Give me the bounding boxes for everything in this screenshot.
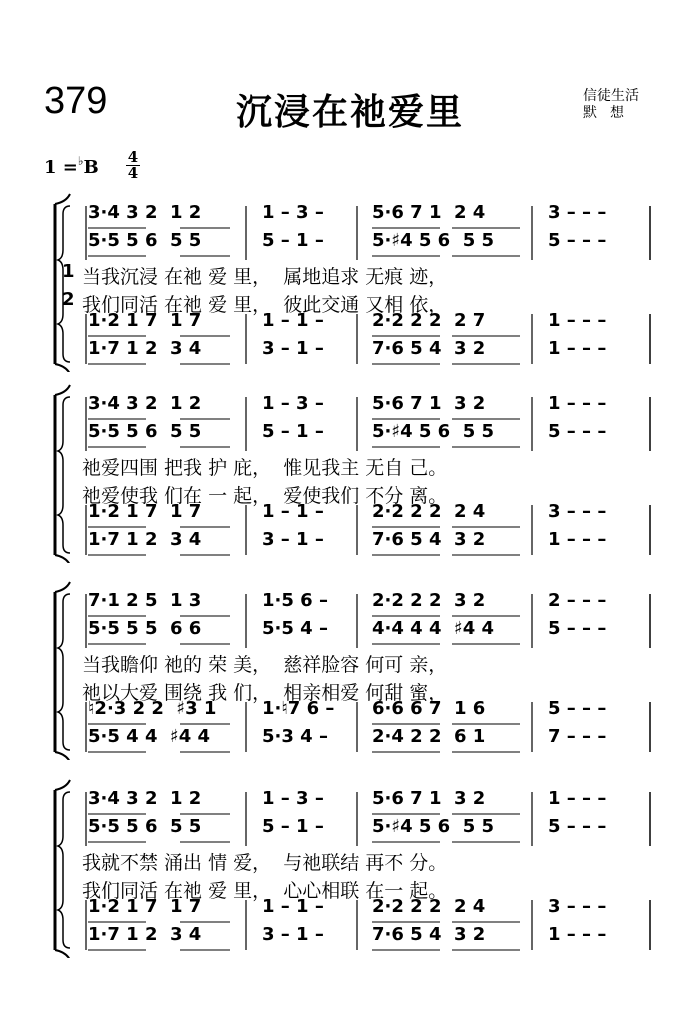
measure-notes: 5·5 4 4 ♯4 4 xyxy=(88,726,211,747)
lyric-line: 祂爱使我 们在 一 起， 爱使我们 不分 离。 xyxy=(82,485,448,507)
measure-notes: 1·7 1 2 3 4 xyxy=(88,924,202,945)
measure-notes: 3 – – – xyxy=(548,202,607,223)
bracket-hook-bottom xyxy=(55,555,70,563)
time-signature xyxy=(125,150,141,181)
measure-notes: 3·4 3 2 1 2 xyxy=(88,202,202,223)
measure-notes: 3·4 3 2 1 2 xyxy=(88,788,202,809)
measure-notes: 1·♮7 6 – xyxy=(262,698,335,719)
key-flat: ♭ xyxy=(77,154,84,168)
verse-number: 2 xyxy=(62,289,75,310)
measure-notes: 5·♯4 5 6 5 5 xyxy=(372,421,495,442)
system-4 xyxy=(0,778,700,953)
time-top: 4 xyxy=(127,148,139,166)
measure-notes: 1·5 6 – xyxy=(262,590,328,611)
measure-notes: 2 – – – xyxy=(548,590,607,611)
system-3 xyxy=(0,580,700,755)
measure-notes: 5 – – – xyxy=(548,816,607,837)
lyric-line: 当我瞻仰 祂的 荣 美， 慈祥脸容 何可 亲， xyxy=(82,654,448,676)
measure-notes: 7 – – – xyxy=(548,726,607,747)
measure-notes: 3·4 3 2 1 2 xyxy=(88,393,202,414)
measure-notes: 7·6 5 4 3 2 xyxy=(372,338,486,359)
measure-notes: 5·6 7 1 2 4 xyxy=(372,202,486,223)
measure-notes: 1·7 1 2 3 4 xyxy=(88,529,202,550)
brace xyxy=(58,594,70,750)
measure-notes: 5·5 4 – xyxy=(262,618,328,639)
measure-notes: 1 – – – xyxy=(548,338,607,359)
measure-notes: 1 – 1 – xyxy=(262,896,324,917)
measure-notes: 4·4 4 4 ♯4 4 xyxy=(372,618,495,639)
bracket-hook-top xyxy=(55,194,70,204)
brace xyxy=(58,397,70,553)
measure-notes: 7·1 2 5 1 3 xyxy=(88,590,202,611)
page-title: 沉浸在祂爱里 xyxy=(235,92,464,133)
measure-notes: 7·6 5 4 3 2 xyxy=(372,529,486,550)
measure-notes: 2·2 2 2 2 4 xyxy=(372,501,486,522)
bracket-hook-bottom xyxy=(55,752,70,760)
measure-notes: 2·2 2 2 2 7 xyxy=(372,310,486,331)
measure-notes: 5 – 1 – xyxy=(262,421,324,442)
measure-notes: 3 – 1 – xyxy=(262,338,324,359)
measure-notes: 1 – – – xyxy=(548,393,607,414)
credit-source: 信徒生活 xyxy=(583,88,639,104)
lyric-line: 我们同活 在祂 爱 里， 心心相联 在一 起。 xyxy=(82,880,448,902)
time-bottom: 4 xyxy=(127,164,139,182)
measure-notes: ♮2·3 2 2 ♯3 1 xyxy=(88,698,217,719)
measure-notes: 1 – 3 – xyxy=(262,788,324,809)
bracket-hook-top xyxy=(55,780,70,790)
measure-notes: 2·4 2 2 6 1 xyxy=(372,726,486,747)
measure-notes: 5·5 5 6 5 5 xyxy=(88,230,202,251)
measure-notes: 1 – – – xyxy=(548,310,607,331)
measure-notes: 1·2 1 7 1 7 xyxy=(88,896,202,917)
measure-notes: 1 – 1 – xyxy=(262,501,324,522)
measure-notes: 5·5 5 6 5 5 xyxy=(88,816,202,837)
measure-notes: 5·6 7 1 3 2 xyxy=(372,788,486,809)
measure-notes: 1 – 3 – xyxy=(262,393,324,414)
bracket-hook-bottom xyxy=(55,950,70,958)
measure-notes: 3 – – – xyxy=(548,896,607,917)
measure-notes: 3 – – – xyxy=(548,501,607,522)
measure-notes: 7·6 5 4 3 2 xyxy=(372,924,486,945)
measure-notes: 1·2 1 7 1 7 xyxy=(88,310,202,331)
key-prefix: 1 = xyxy=(44,157,78,178)
lyric-line: 当我沉浸 在祂 爱 里， 属地追求 无痕 迹， xyxy=(82,266,448,288)
lyric-line: 祂爱四围 把我 护 庇， 惟见我主 无自 己。 xyxy=(82,457,448,479)
measure-notes: 5 – – – xyxy=(548,698,607,719)
measure-notes: 1 – – – xyxy=(548,924,607,945)
key-note: B xyxy=(83,157,99,178)
measure-notes: 5 – – – xyxy=(548,618,607,639)
system-2 xyxy=(0,383,700,558)
credits xyxy=(583,88,639,122)
bracket-hook-bottom xyxy=(55,364,70,372)
key-signature xyxy=(44,154,99,178)
measure-notes: 5·♯4 5 6 5 5 xyxy=(372,230,495,251)
measure-notes: 2·2 2 2 3 2 xyxy=(372,590,486,611)
measure-notes: 1 – 1 – xyxy=(262,310,324,331)
measure-notes: 1·7 1 2 3 4 xyxy=(88,338,202,359)
bracket-hook-top xyxy=(55,582,70,592)
measure-notes: 5·♯4 5 6 5 5 xyxy=(372,816,495,837)
measure-notes: 5·5 5 5 6 6 xyxy=(88,618,202,639)
credit-author: 默想 xyxy=(583,105,637,121)
hymn-number: 379 xyxy=(44,80,108,122)
system-1 xyxy=(0,192,700,367)
brace xyxy=(58,792,70,948)
verse-number: 1 xyxy=(62,261,75,282)
measure-notes: 5·5 5 6 5 5 xyxy=(88,421,202,442)
lyric-line: 我就不禁 涌出 情 爱， 与祂联结 再不 分。 xyxy=(82,852,448,874)
lyric-line: 我们同活 在祂 爱 里， 彼此交通 又相 依， xyxy=(82,294,448,316)
brace xyxy=(58,206,70,362)
measure-notes: 1 – 3 – xyxy=(262,202,324,223)
measure-notes: 5·6 7 1 3 2 xyxy=(372,393,486,414)
lyric-line: 祂以大爱 围绕 我 们， 相亲相爱 何甜 蜜， xyxy=(82,682,448,704)
measure-notes: 3 – 1 – xyxy=(262,924,324,945)
measure-notes: 1 – – – xyxy=(548,529,607,550)
measure-notes: 1 – – – xyxy=(548,788,607,809)
measure-notes: 6·6 6 7 1 6 xyxy=(372,698,486,719)
measure-notes: 5 – – – xyxy=(548,421,607,442)
measure-notes: 2·2 2 2 2 4 xyxy=(372,896,486,917)
measure-notes: 1·2 1 7 1 7 xyxy=(88,501,202,522)
measure-notes: 3 – 1 – xyxy=(262,529,324,550)
measure-notes: 5 – 1 – xyxy=(262,230,324,251)
measure-notes: 5 – – – xyxy=(548,230,607,251)
measure-notes: 5 – 1 – xyxy=(262,816,324,837)
bracket-hook-top xyxy=(55,385,70,395)
measure-notes: 5·3 4 – xyxy=(262,726,328,747)
